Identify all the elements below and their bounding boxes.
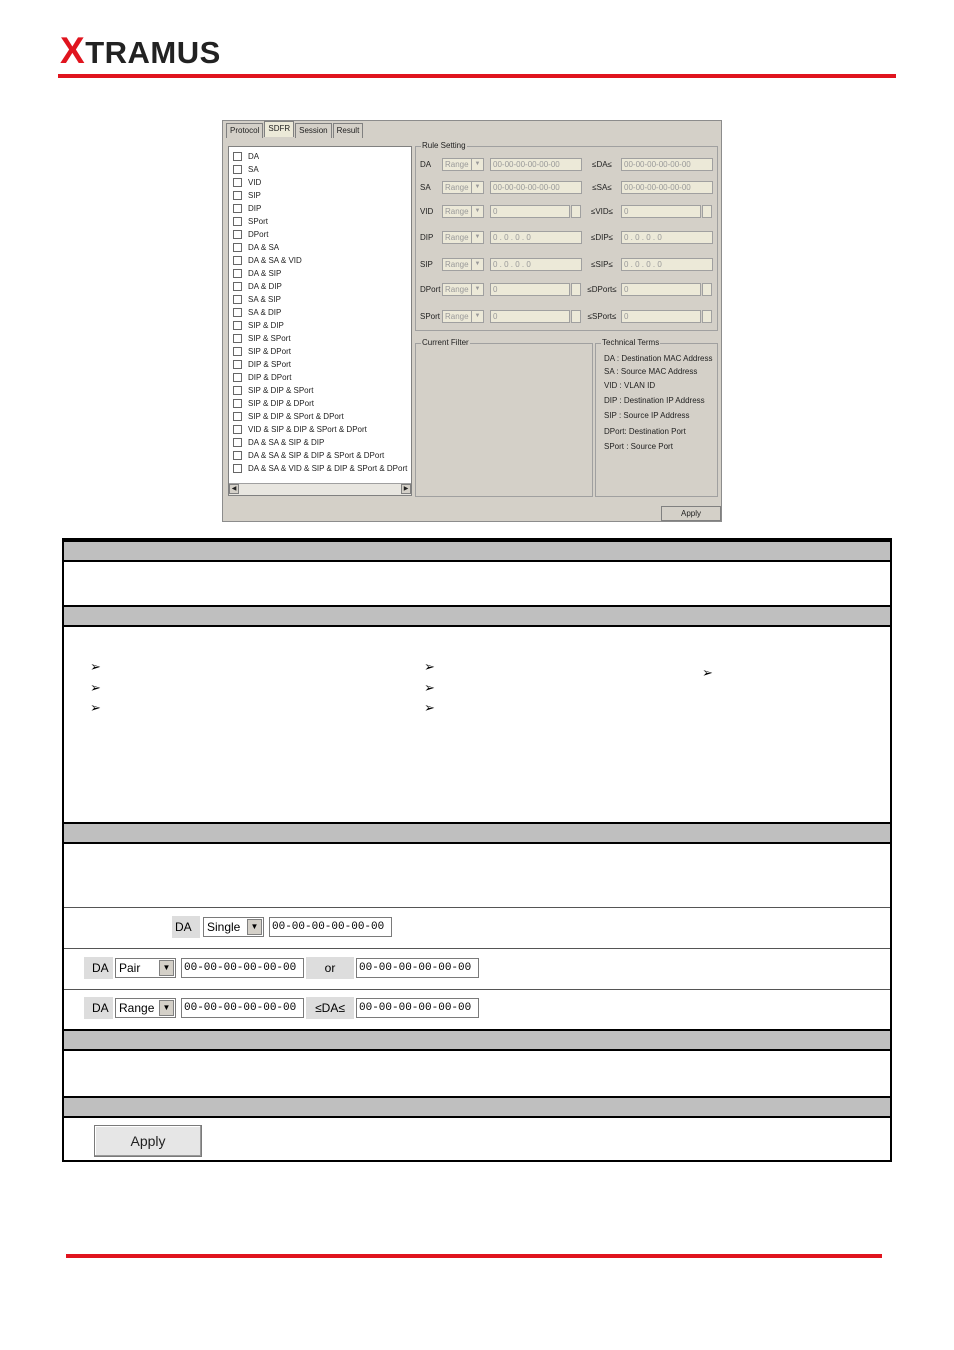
filter-type-item[interactable] — [233, 410, 407, 423]
checkbox[interactable] — [233, 438, 242, 447]
pair-first-input[interactable]: 00-00-00-00-00-00 — [181, 958, 304, 978]
checkbox[interactable] — [233, 308, 242, 317]
checkbox[interactable] — [233, 204, 242, 213]
technical-term: SIP : Source IP Address — [604, 411, 690, 420]
filter-type-label: SIP & DIP & SPort & DPort — [248, 412, 344, 421]
single-value-input[interactable]: 00-00-00-00-00-00 — [269, 917, 392, 937]
rule-bound-label: ≤SIP≤ — [591, 259, 613, 269]
technical-term: SA : Source MAC Address — [604, 367, 698, 376]
rule-bound-label: ≤SA≤ — [592, 182, 612, 192]
chevron-down-icon: ▼ — [159, 960, 174, 976]
rule-setting-label: Rule Setting — [422, 141, 466, 150]
pair-second-input[interactable]: 00-00-00-00-00-00 — [356, 958, 479, 978]
filter-type-label: SIP & DPort — [248, 347, 291, 356]
rule-label: DA — [420, 159, 432, 169]
rule-row-dport — [416, 282, 716, 296]
chevron-down-icon: ▼ — [471, 232, 483, 243]
section-header-3 — [64, 822, 890, 844]
filter-type-label: DA & SA — [248, 243, 280, 252]
rule-mode-select[interactable]: Range ▼ — [442, 158, 484, 171]
bullet-arrow-icon: ➢ — [90, 659, 101, 674]
checkbox[interactable] — [233, 217, 242, 226]
horizontal-scrollbar[interactable] — [229, 483, 411, 495]
rule-bound-label: ≤SPort≤ — [587, 311, 617, 321]
footer-rule — [66, 1254, 882, 1258]
filter-type-item[interactable] — [233, 267, 407, 280]
checkbox[interactable] — [233, 334, 242, 343]
chevron-down-icon: ▼ — [471, 284, 483, 295]
tab-sdfr[interactable]: SDFR — [264, 121, 294, 137]
rule-bound-label: ≤DA≤ — [592, 159, 612, 169]
rule-row-vid — [416, 204, 716, 218]
spinner-icon[interactable] — [571, 283, 581, 296]
rule-row-da — [416, 157, 716, 171]
technical-terms-group — [595, 338, 718, 497]
filter-type-label: DIP & SPort — [248, 360, 291, 369]
filter-type-label: SA & DIP — [248, 308, 282, 317]
rule-label: SA — [420, 182, 431, 192]
filter-type-item[interactable] — [233, 163, 407, 176]
tab-result[interactable]: Result — [333, 123, 364, 138]
chevron-down-icon: ▼ — [159, 1000, 174, 1016]
filter-type-item[interactable] — [233, 423, 407, 436]
filter-type-label: VID & SIP & DIP & SPort & DPort — [248, 425, 367, 434]
filter-type-label: DIP & DPort — [248, 373, 292, 382]
checkbox[interactable] — [233, 295, 242, 304]
filter-type-list[interactable] — [228, 146, 412, 496]
technical-term: SPort : Source Port — [604, 442, 673, 451]
pair-da-label: DA — [84, 957, 113, 979]
range-da-bound-label: ≤DA≤ — [306, 997, 354, 1019]
filter-type-label: SIP & DIP & SPort — [248, 386, 314, 395]
range-to-input[interactable]: 00-00-00-00-00-00 — [356, 998, 479, 1018]
rule-bound-label: ≤VID≤ — [590, 206, 614, 216]
rule-from-input[interactable]: 00-00-00-00-00-00 — [490, 158, 582, 171]
technical-term: VID : VLAN ID — [604, 381, 656, 390]
tab-session[interactable]: Session — [295, 123, 331, 138]
filter-type-item[interactable] — [233, 358, 407, 371]
filter-type-label: VID — [248, 178, 262, 187]
filter-type-item[interactable] — [233, 189, 407, 202]
filter-type-item[interactable] — [233, 436, 407, 449]
rule-bound-label: ≤DPort≤ — [587, 284, 617, 294]
section-header-5 — [64, 1096, 890, 1118]
rule-row-sip — [416, 257, 716, 271]
technical-term: DPort: Destination Port — [604, 427, 686, 436]
filter-type-item[interactable] — [233, 150, 407, 163]
filter-type-item[interactable] — [233, 241, 407, 254]
chevron-down-icon: ▼ — [471, 206, 483, 217]
rule-to-input[interactable]: 0 . 0 . 0 . 0 — [621, 231, 713, 244]
checkbox[interactable] — [233, 373, 242, 382]
filter-type-label: DIP — [248, 204, 262, 213]
rule-mode-select[interactable]: Range ▼ — [442, 258, 484, 271]
spinner-icon[interactable] — [702, 205, 712, 218]
section-header-2 — [64, 605, 890, 627]
rule-from-input[interactable]: 0 . 0 . 0 . 0 — [490, 231, 582, 244]
filter-type-item[interactable] — [233, 345, 407, 358]
rule-to-input[interactable]: 0 — [621, 283, 701, 296]
rule-bound-label: ≤DIP≤ — [590, 232, 614, 242]
chevron-down-icon: ▼ — [471, 311, 483, 322]
filter-type-item[interactable] — [233, 280, 407, 293]
rule-to-input[interactable]: 00-00-00-00-00-00 — [621, 158, 713, 171]
rule-row-dip — [416, 230, 716, 244]
rule-label: DIP — [420, 232, 434, 242]
checkbox[interactable] — [233, 178, 242, 187]
filter-type-item[interactable] — [233, 254, 407, 267]
divider — [64, 989, 890, 990]
section-header-1 — [64, 540, 890, 562]
pair-mode-select[interactable]: Pair ▼ — [115, 958, 176, 978]
filter-type-label: SA — [248, 165, 259, 174]
divider — [64, 948, 890, 949]
checkbox[interactable] — [233, 412, 242, 421]
filter-type-item[interactable] — [233, 306, 407, 319]
checkbox[interactable] — [233, 152, 242, 161]
filter-type-item[interactable] — [233, 371, 407, 384]
filter-type-label: DA & SIP — [248, 269, 282, 278]
filter-type-item[interactable] — [233, 215, 407, 228]
spinner-icon[interactable] — [571, 205, 581, 218]
filter-type-item[interactable] — [233, 384, 407, 397]
spinner-icon[interactable] — [702, 283, 712, 296]
filter-type-item[interactable] — [233, 202, 407, 215]
checkbox[interactable] — [233, 269, 242, 278]
rule-to-input[interactable]: 0 — [621, 205, 701, 218]
rule-to-input[interactable]: 00-00-00-00-00-00 — [621, 181, 713, 194]
spinner-icon[interactable] — [571, 310, 581, 323]
filter-type-item[interactable] — [233, 228, 407, 241]
scroll-left-icon[interactable]: ◀ — [229, 484, 239, 494]
spinner-icon[interactable] — [702, 310, 712, 323]
current-filter-group — [415, 338, 593, 497]
single-mode-select[interactable]: Single ▼ — [203, 917, 264, 937]
rule-from-input[interactable]: 0 — [490, 310, 570, 323]
filter-type-label: SIP & SPort — [248, 334, 291, 343]
chevron-down-icon: ▼ — [471, 159, 483, 170]
rule-row-sport — [416, 309, 716, 323]
bullet-arrow-icon: ➢ — [424, 700, 435, 715]
chevron-down-icon: ▼ — [471, 182, 483, 193]
technical-terms-label: Technical Terms — [602, 338, 660, 347]
header-rule — [58, 74, 896, 78]
range-da-label: DA — [84, 997, 113, 1019]
rule-label: DPort — [420, 284, 441, 294]
rule-row-sa — [416, 180, 716, 194]
filter-type-label: DA & SA & VID — [248, 256, 302, 265]
bullet-arrow-icon: ➢ — [702, 665, 713, 680]
checkbox[interactable] — [233, 165, 242, 174]
window-apply-button[interactable]: Apply — [661, 506, 721, 521]
checkbox[interactable] — [233, 321, 242, 330]
rule-label: VID — [420, 206, 434, 216]
filter-type-label: DA & SA & SIP & DIP & SPort & DPort — [248, 451, 385, 460]
divider — [64, 907, 890, 908]
checkbox[interactable] — [233, 282, 242, 291]
rule-setting-group — [415, 141, 718, 331]
filter-type-label: SA & SIP — [248, 295, 281, 304]
rule-to-input[interactable]: 0 . 0 . 0 . 0 — [621, 258, 713, 271]
checkbox[interactable] — [233, 386, 242, 395]
rule-from-input[interactable]: 00-00-00-00-00-00 — [490, 181, 582, 194]
checkbox[interactable] — [233, 256, 242, 265]
rule-label: SIP — [420, 259, 433, 269]
checkbox[interactable] — [233, 347, 242, 356]
rule-mode-select[interactable]: Range ▼ — [442, 205, 484, 218]
checkbox[interactable] — [233, 360, 242, 369]
checkbox[interactable] — [233, 451, 242, 460]
description-table — [62, 538, 892, 1162]
checkbox[interactable] — [233, 243, 242, 252]
bullet-arrow-icon: ➢ — [90, 700, 101, 715]
filter-type-label: DA — [248, 152, 260, 161]
rule-mode-select[interactable]: Range ▼ — [442, 310, 484, 323]
filter-type-item[interactable] — [233, 449, 407, 462]
bullet-arrow-icon: ➢ — [424, 659, 435, 674]
filter-type-item[interactable] — [233, 176, 407, 189]
filter-type-item[interactable] — [233, 462, 407, 475]
technical-term: DA : Destination MAC Address — [604, 354, 713, 363]
xtramus-logo: XTRAMUS — [60, 30, 221, 71]
rule-mode-select[interactable]: Range ▼ — [442, 181, 484, 194]
chevron-down-icon: ▼ — [471, 259, 483, 270]
filter-type-item[interactable] — [233, 319, 407, 332]
filter-type-label: SPort — [248, 217, 269, 226]
checkbox[interactable] — [233, 464, 242, 473]
current-filter-label: Current Filter — [422, 338, 469, 347]
filter-type-item[interactable] — [233, 332, 407, 345]
filter-type-label: DPort — [248, 230, 269, 239]
sdfr-window — [222, 120, 722, 522]
rule-from-input[interactable]: 0 — [490, 205, 570, 218]
range-mode-select[interactable]: Range ▼ — [115, 998, 176, 1018]
pair-or-label: or — [306, 957, 354, 979]
checkbox[interactable] — [233, 230, 242, 239]
checkbox[interactable] — [233, 425, 242, 434]
filter-type-label: DA & SA & SIP & DIP — [248, 438, 325, 447]
checkbox[interactable] — [233, 191, 242, 200]
rule-to-input[interactable]: 0 — [621, 310, 701, 323]
section-header-4 — [64, 1029, 890, 1051]
filter-type-label: SIP — [248, 191, 261, 200]
rule-from-input[interactable]: 0 — [490, 283, 570, 296]
bullet-arrow-icon: ➢ — [90, 680, 101, 695]
filter-type-item[interactable] — [233, 293, 407, 306]
tab-bar — [226, 123, 364, 138]
range-from-input[interactable]: 00-00-00-00-00-00 — [181, 998, 304, 1018]
filter-type-label: DA & DIP — [248, 282, 282, 291]
apply-button[interactable]: Apply — [94, 1125, 202, 1157]
rule-mode-select[interactable]: Range ▼ — [442, 283, 484, 296]
filter-type-label: SIP & DIP & DPort — [248, 399, 314, 408]
filter-type-label: DA & SA & VID & SIP & DIP & SPort & DPort — [248, 464, 408, 473]
rule-label: SPort — [420, 311, 441, 321]
filter-type-label: SIP & DIP — [248, 321, 284, 330]
checkbox[interactable] — [233, 399, 242, 408]
scroll-right-icon[interactable]: ▶ — [401, 484, 411, 494]
tab-protocol[interactable]: Protocol — [226, 123, 263, 138]
technical-term: DIP : Destination IP Address — [604, 396, 705, 405]
bullet-arrow-icon: ➢ — [424, 680, 435, 695]
filter-type-item[interactable] — [233, 397, 407, 410]
rule-from-input[interactable]: 0 . 0 . 0 . 0 — [490, 258, 582, 271]
chevron-down-icon: ▼ — [247, 919, 262, 935]
rule-mode-select[interactable]: Range ▼ — [442, 231, 484, 244]
single-da-label: DA — [172, 916, 200, 938]
